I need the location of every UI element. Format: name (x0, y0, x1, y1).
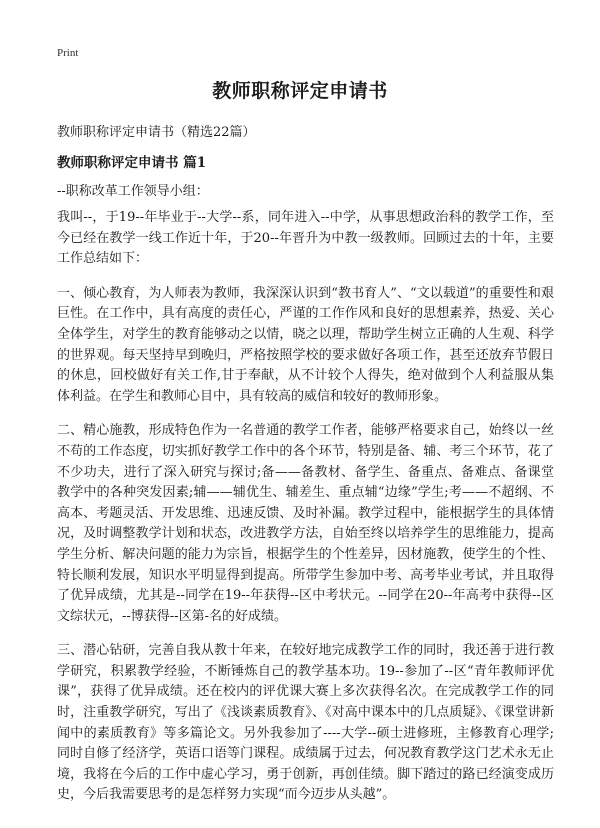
section-heading: 教师职称评定申请书 篇1 (57, 155, 207, 171)
document-title: 教师职称评定申请书 (212, 80, 388, 102)
document-body (57, 208, 554, 820)
salutation: --职称改革工作领导小组： (57, 184, 209, 199)
paragraph-section-2: 二、精心施教，形成特色作为一名普通的教学工作者，能够严格要求自己，始终以一丝不苟的工作态度，切实抓好教学工作中的各个环节，特别是备、辅、考三个环节，花了不少功夫，进行了深入研究与探讨;备——备教材、备学生、备重点、备难点、备课堂教学中的各种突发因素;辅——辅优生、辅差生、重点辅“边缘”学生;考——不超纲、不高本、考题灵活、开发思维、迅速反馈、及时补漏。教学过程中，能根据学生的具体情况，及时调整教学计划和状态，改进教学方法，自始至终以培养学生的思维能力，提高学生分析、解决问题的能力为宗旨，根据学生的个性差异，因材施教，使学生的个性、特长顺利发展，知识水平明显得到提高。所带学生参加中考、高考毕业考试，并且取得了优异成绩，尤其是--同学在19--年获得--区中考状元。--同学在20--年高考中获得--区文综状元，--博获得--区第-名的好成绩。 (57, 423, 554, 624)
document-subtitle: 教师职称评定申请书（精选22篇） (57, 125, 256, 140)
print-link[interactable]: Print (57, 47, 79, 59)
paragraph-section-3: 三、潜心钻研，完善自我从教十年来，在较好地完成教学工作的同时，我还善于进行教学研究，积累教学经验，不断锤炼自己的教学基本功。19--参加了--区“青年教师评优课”，获得了优异成绩。还在校内的评优课大赛上多次获得名次。在完成教学工作的同时，注重教学研究，写出了《浅谈素质教育》、《对高中课本中的几点质疑》、《课堂讲新闻中的素质教育》等多篇论文。另外我参加了----大学--硕士进修班，主修教育心理学;同时自修了经济学，英语口语等门课程。成绩属于过去，何况教育教学这门艺术永无止境，我将在今后的工作中虚心学习，勇于创新，再创佳绩。脚下踏过的路已经演变成历史，今后我需要思考的是怎样努力实现“而今迈步从头越”。 (57, 643, 554, 803)
paragraph-intro: 我叫--，于19--年毕业于--大学--系，同年进入--中学，从事思想政治科的教学工作，至今已经在教学一线工作近十年，于20--年晋升为中教一级教师。回顾过去的十年，主要工作总结如下： (57, 210, 554, 267)
paragraph-section-1: 一、倾心教育，为人师表为教师，我深深认识到“教书育人”、“文以载道”的重要性和艰巨性。在工作中，具有高度的责任心，严谨的工作作风和良好的思想素养，热爱、关心全体学生，对学生的教育能够动之以情，晓之以理，帮助学生树立正确的人生观、科学的世界观。每天坚持早到晚归，严格按照学校的要求做好各项工作，甚至还放弃节假日的休息，回校做好有关工作,甘于奉献，从不计较个人得失，绝对做到个人利益服从集体利益。在学生和教师心目中，具有较高的威信和较好的教师形象。 (57, 285, 554, 404)
